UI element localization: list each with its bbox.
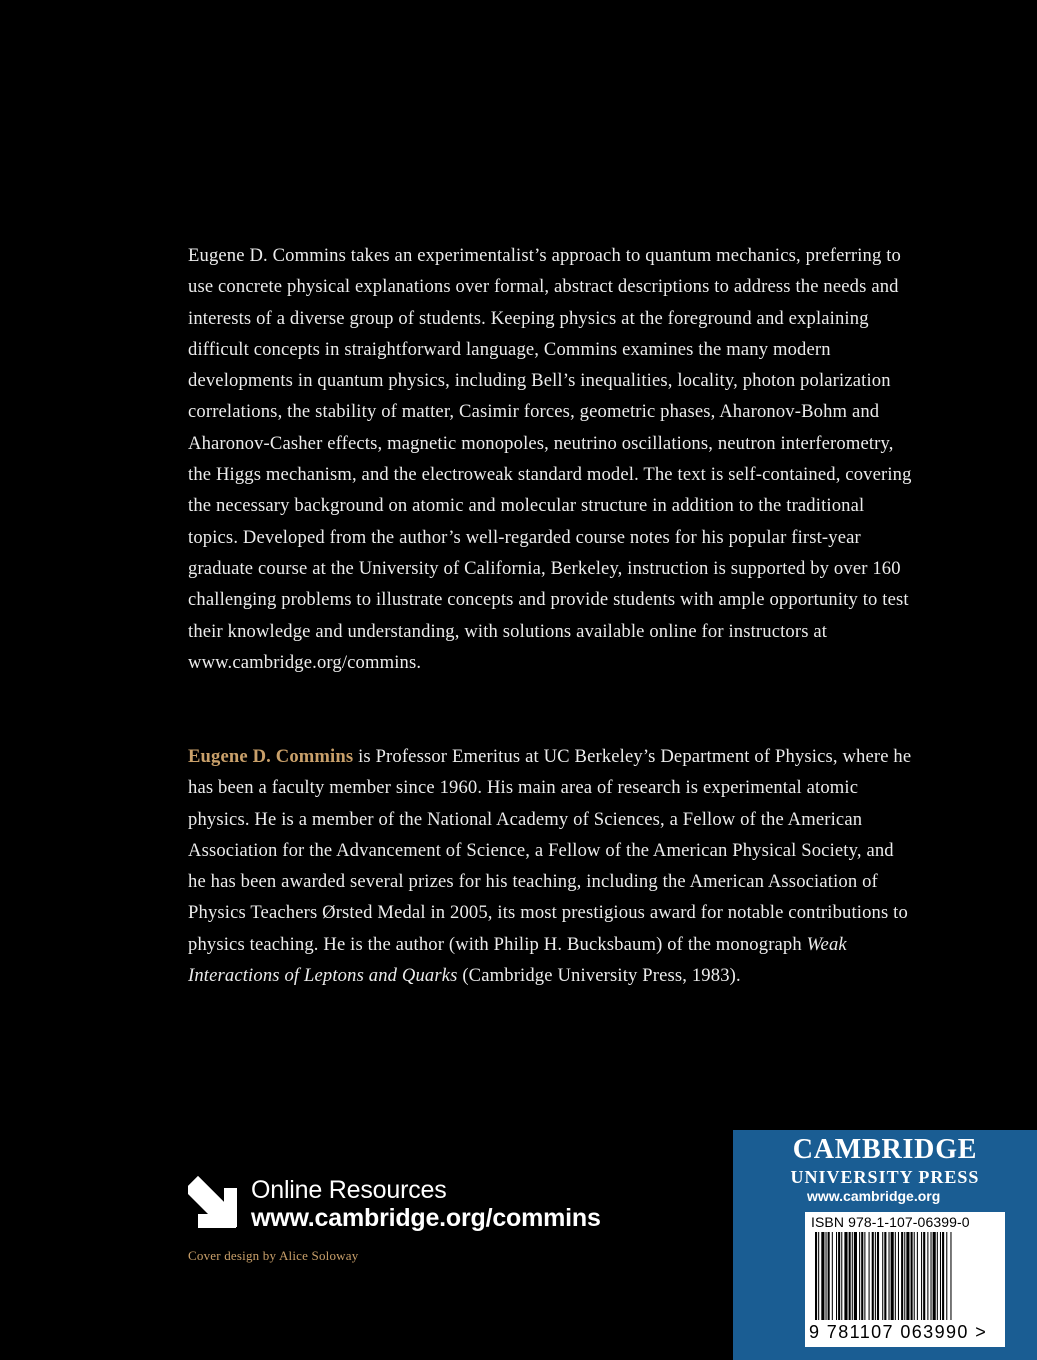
barcode (811, 1232, 999, 1322)
online-resources-url[interactable]: www.cambridge.org/commins (251, 1204, 601, 1232)
publisher-name-line2: UNIVERSITY PRESS (790, 1167, 980, 1187)
bio-text-1: is Professor Emeritus at UC Berkeley’s Department of Physics, where he has been a faculty member since 1960. His main area of research is experimental atomic physics. He is a member of the National Academy of Sciences, a Fellow of the American Association for the Advancement of Science, a Fellow of the American Physical Society, and he has been awarded several prizes for his teaching, including the American Association of Physics Teachers Ørsted Medal in 2005, its most prestigious award for notable contributions to physics teaching. He is the author (with Philip H. Bucksbaum) of the monograph (188, 746, 912, 955)
online-resources (188, 1176, 601, 1232)
isbn-number: ISBN 978-1-107-06399-0 (811, 1214, 970, 1230)
author-bio-paragraph (188, 741, 912, 991)
barcode-panel (805, 1212, 1005, 1347)
publisher-logo (733, 1134, 1037, 1188)
barcode-digits: 9 781107 063990 > (809, 1322, 988, 1342)
publisher-box (733, 1130, 1037, 1360)
online-resources-label: Online Resources (251, 1176, 447, 1204)
cover-design-credit: Cover design by Alice Soloway (188, 1248, 359, 1263)
publisher-name-line1: CAMBRIDGE (792, 1134, 978, 1165)
book-title: Weak Interactions of Leptons and Quarks (188, 933, 847, 987)
arrow-down-right-icon (188, 1176, 238, 1228)
description-paragraph (188, 240, 912, 678)
online-resources-text (251, 1176, 601, 1232)
author-name: Eugene D. Commins (188, 746, 354, 767)
description-text: Eugene D. Commins takes an experimentalist’s approach to quantum mechanics, preferring to use concrete physical explanations over formal, abstract descriptions to address the needs and interests of a diverse group of students. Keeping physics at the foreground and explaining difficult concepts in straightforward language, Commins examines the many modern developments in quantum physics, including Bell’s inequalities, locality, photon polarization correlations, the stability of matter, Casimir forces, geometric phases, Aharonov-Bohm and Aharonov-Casher effects, magnetic monopoles, neutrino oscillations, neutron interferometry, the Higgs mechanism, and the electroweak standard model. The text is self-contained, covering the necessary background on atomic and molecular structure in addition to the traditional topics. Developed from the author’s well-regarded course notes for his popular first-year graduate course at the University of California, Berkeley, instruction is supported by over 160 challenging problems to illustrate concepts and provide students with ample opportunity to test their knowledge and understanding, with solutions available online for instructors at www.cambridge.org/commins. (188, 245, 912, 673)
publisher-url: www.cambridge.org (807, 1188, 941, 1204)
bio-text-2: (Cambridge University Press, 1983). (457, 965, 741, 987)
